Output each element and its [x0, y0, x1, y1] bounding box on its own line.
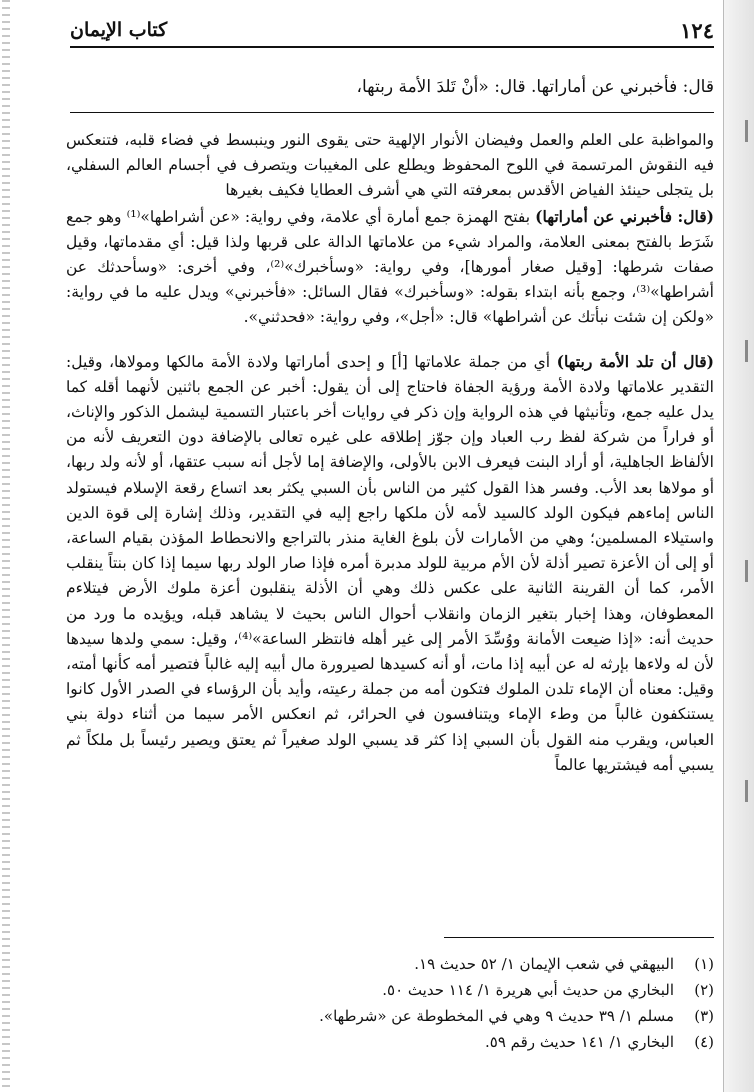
footnote — [70, 977, 714, 1003]
page-header — [70, 16, 714, 44]
line: هذا القول كثير من الناس بأن السبي يكثر بعد اتساع رقعة الإسلام فيستولد الناس إماءهم فيكون — [66, 478, 714, 522]
line: أي من جملة علاماتها [أ] و إحدى أماراتها ولادة الأمة مالكها — [166, 352, 557, 371]
line: على غيره تعالى بالإضافة دون التعريف لأنه من الألفاظ الجاهلية، أو أراد البنت فيعرف الابن — [66, 428, 714, 472]
line: الأرض فيتلاءم المعطوفان، وهذا إخبار بتغير الزمان وانقلاب أحوال الناس بحيث لا يشاهد — [66, 579, 714, 623]
footnote-text: مسلم ١/ ٣٩ حديث ٩ وهي في المخطوطة عن «شرطها». — [319, 1007, 674, 1025]
line: الساعة»⁽⁴⁾، وقيل: سمي ولدها سيدها لأن له ولاءها بإرثه له عن أبيه إذا مات، أو أنه كسيدها — [66, 629, 714, 674]
line: المسلمين؛ وهي من الأمارات لأن بلوغ الغاية منذر بالتراجع والانحطاط المؤذن بقيام الساعة، — [66, 529, 658, 548]
header-rule — [70, 46, 714, 48]
footnote — [70, 951, 714, 977]
line: العالم السفلي، بل يتجلى حينئذ الفياض الأقدس بمعرفته التي هي أشرف العطايا فكيف بغيرها — [66, 156, 714, 200]
line: أو إلى أن الأعزة تصير أذلة لأن الأم مربية للولد مدبرة أمره فإذا صار الولد ربها سيما إذا كان — [131, 554, 714, 573]
line: رواية: «فحدثني». — [243, 308, 358, 327]
edge-mark — [745, 780, 748, 802]
line: ومولاها، وقيل: التقدير علاماتها ولادة الأمة ورؤية الجفاة فاحتاج إلى أن يقول: أخبر عن — [66, 352, 714, 396]
line: بفتح الهمزة جمع أمارة أي علامة، وفي رواية: «عن أشراطها»⁽¹⁾ — [126, 207, 536, 226]
commentary — [66, 128, 714, 778]
lemma-heading: (قال أن تلد الأمة ربتها) — [556, 351, 714, 371]
line: والمواظبة على العلم والعمل وفيضان الأنوار الإلهية حتى يقوى النور وينبسط في فضاء قلبه، — [124, 131, 714, 149]
page-number: ١٢٤ — [680, 17, 714, 43]
line: الولد كالسيد لأمه لأن ملكها راجع إليه في التقدير، وذلك إشارة إلى قوة الدين واستيلاء — [66, 503, 714, 548]
line: أي مقدماتها، وقيل صفات شرطها: [وقيل صغار أمورها]، وفي رواية: «وسأخبرك»⁽²⁾، وفي — [66, 232, 715, 277]
paragraph-3 — [66, 349, 714, 778]
footnote-text: البخاري من حديث أبي هريرة ١/ ١١٤ حديث ٥٠. — [382, 981, 674, 999]
edge-mark — [745, 560, 748, 582]
line: من جملة رعيته، وأيد بأن الرؤساء في الصدر الأول كانوا يستنكفون غالباً من وطء الإماء — [66, 680, 714, 724]
paragraph-1 — [66, 128, 714, 204]
edge-mark — [745, 340, 748, 362]
line: الجمع باثنين لأنهما أقله كما يدل عليه جمع، وتأنيثها في هذه الرواية وإن ذكر في روايات أخر — [66, 377, 714, 422]
footnote — [70, 1003, 714, 1029]
footnotes — [70, 951, 714, 1055]
footnote-number: (١) — [694, 955, 714, 973]
line: «فأخبرني» ويدل عليه ما في رواية: «ولكن إن شئت نبأتك عن أشراطها» قال: «أجل»، وفي — [66, 283, 714, 327]
footnote-rule — [444, 937, 714, 938]
line: قبله، ويؤيده ما ورد من حديث أنه: «إذا ضيعت الأمانة ووُسِّدَ الأمر إلى غير أهله فانتظر — [66, 604, 714, 648]
footnote-number: (٢) — [694, 981, 714, 999]
footnote-text: البخاري ١/ ١٤١ حديث رقم ٥٩. — [484, 1033, 674, 1051]
hadith-text: قال: فأخبرني عن أماراتها. قال: «أنْ تَلدَ الأمة ربتها، — [356, 77, 714, 97]
lemma-heading: (قال: فأخبرني عن أماراتها) — [535, 206, 715, 226]
line: أخرى: «وسأحدثك عن أشراطها»⁽³⁾، وجمع بأنه ابتداء بقوله: «وسأخبرك» فقال السائل: — [66, 258, 714, 302]
line: باعتبار التسمية ليشمل الذكور والإناث، أو فراراً من شركة لفظ رب العباد وإن جوّز إطلاقه — [66, 403, 715, 447]
line: وهو جمع شَرَط بالفتح بمعنى العلامة، والمراد شيء من علاماتها الدالة على قربها ولذا قيل: — [66, 207, 714, 251]
page-edge — [723, 0, 754, 1092]
line: بنتاً ينقلب الأمر، كما أن القرينة الثانية على عكس ذلك وهي أن الأذلة ينقلبون أعزة ملوك — [66, 554, 714, 598]
line: ويتنافسون في الحرائر، ثم انعكس الأمر سيما من أثناء دولة بني العباس، ويقرب منه القول بأن — [66, 705, 714, 749]
line: لصيرورة مال أبيه إليه غالباً فتصير أمه كأنها أمته، وقيل: معناه أن الإماء تلدن الملوك فتكون أمه — [66, 655, 714, 699]
line: فتنعكس فيه النقوش المرتسمة في اللوح المحفوظ ويطلع على المغيبات ويتصرف في أجسام — [66, 131, 714, 175]
binding-gutter — [2, 0, 10, 1092]
edge-mark — [745, 120, 748, 142]
paragraph-2 — [66, 204, 714, 331]
line: السبي إذا كثر قد يسبي الولد صغيراً ثم يعتق ويصير رئيساً بل ملكاً ثم يسبي أمه فيشتريها عالماً — [66, 730, 714, 774]
footnote-number: (٤) — [694, 1033, 714, 1051]
footnote — [70, 1029, 714, 1055]
footnote-text: البيهقي في شعب الإيمان ١/ ٥٢ حديث ١٩. — [414, 955, 674, 973]
matn-rule — [70, 112, 714, 113]
footnote-number: (٣) — [694, 1007, 714, 1025]
line: بالأولى، والإضافة إما لأجل أنه سبب عتقها، أو لأنه ولد ربها، أو مولاها بعد الأب. وفسر — [66, 453, 714, 497]
running-title: كتاب الإيمان — [70, 19, 168, 41]
